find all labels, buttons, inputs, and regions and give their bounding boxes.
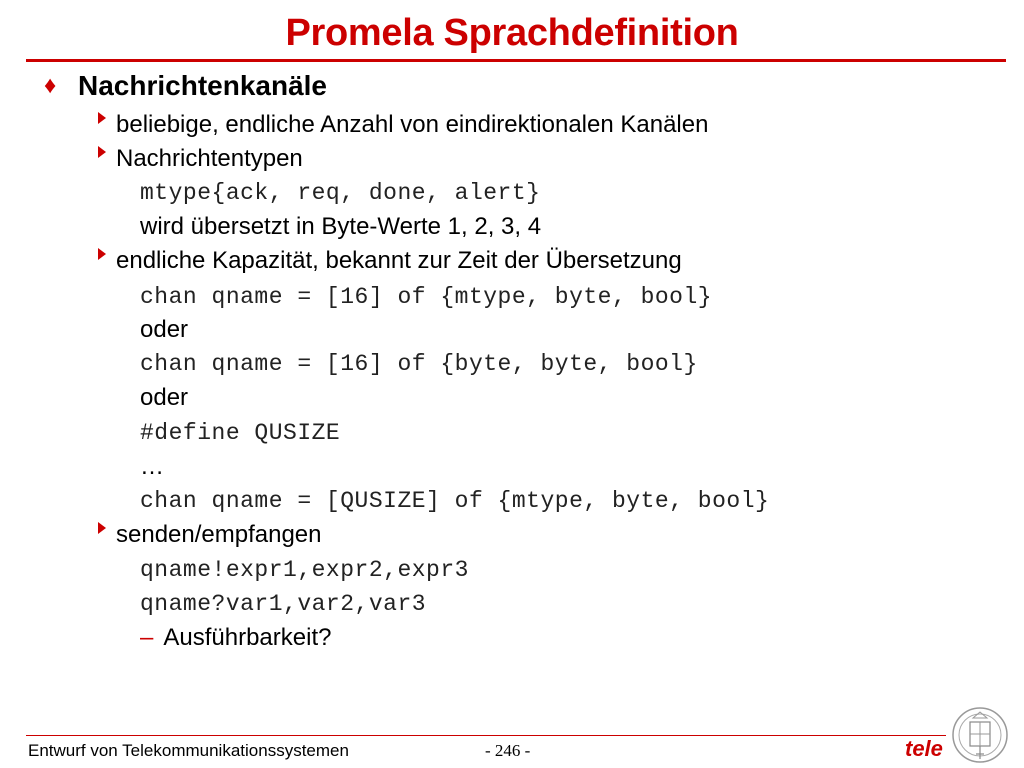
diamond-bullet-icon: ♦ [44,72,57,99]
list-item: senden/empfangen [98,518,322,552]
text-line: oder [140,384,189,411]
university-seal-icon [951,704,1009,766]
title-divider [26,59,1006,62]
footer-divider [26,735,946,736]
footer-brand: tele [905,736,943,761]
main-bullet [44,70,327,102]
list-item: beliebige, endliche Anzahl von eindirektionalen Kanälen [98,108,708,142]
code-line: chan qname = [16] of {mtype, byte, bool} [140,284,713,310]
list-item: – Ausführbarkeit? [140,624,332,651]
text-line: wird übersetzt in Byte-Werte 1, 2, 3, 4 [140,213,542,240]
list-item: endliche Kapazität, bekannt zur Zeit der Übersetzung [98,244,682,278]
code-line: qname!expr1,expr2,expr3 [140,557,469,583]
list-item: Nachrichtentypen [98,142,303,176]
code-line: chan qname = [16] of {byte, byte, bool} [140,351,698,377]
main-heading: Nachrichtenkanäle [78,70,327,101]
text-line: … [140,453,164,480]
arrow-bullet-icon [98,522,106,534]
footer-page-number: - 246 - [485,741,531,760]
text-line: oder [140,316,189,343]
code-line: mtype{ack, req, done, alert} [140,180,541,206]
code-line: #define QUSIZE [140,420,341,446]
slide-title: Promela Sprachdefinition [285,12,739,54]
footer-course: Entwurf von Telekommunikationssystemen [28,741,349,760]
code-line: chan qname = [QUSIZE] of {mtype, byte, bool} [140,488,770,514]
arrow-bullet-icon [98,248,106,260]
arrow-bullet-icon [98,146,106,158]
code-line: qname?var1,var2,var3 [140,591,427,617]
dash-bullet-icon: – [140,624,154,651]
arrow-bullet-icon [98,112,106,124]
